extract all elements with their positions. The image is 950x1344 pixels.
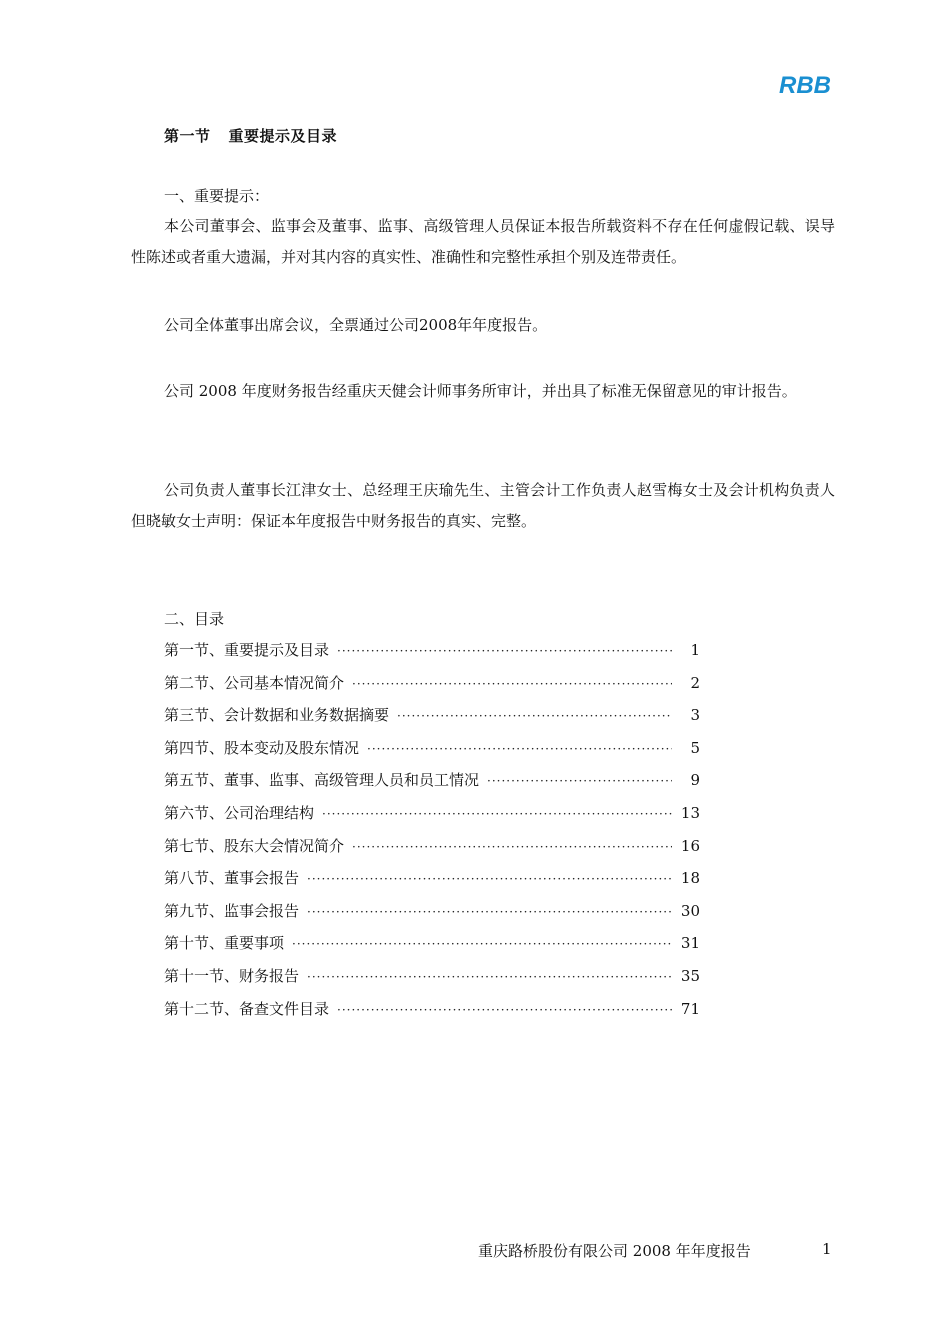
section-number: 第一节 (164, 127, 211, 145)
toc-item-label: 第五节、董事、监事、高级管理人员和员工情况 (164, 771, 480, 790)
toc-item-page: 16 (680, 836, 700, 855)
toc-item-label: 第二节、公司基本情况简介 (164, 673, 345, 692)
toc-item[interactable] (164, 639, 700, 672)
toc-leader-dots (397, 709, 672, 723)
toc-item-page: 2 (690, 673, 700, 692)
toc-heading: 二、目录 (164, 610, 225, 628)
toc-item[interactable] (164, 704, 700, 737)
toc-item-label: 第十一节、财务报告 (164, 966, 300, 985)
toc-leader-dots (292, 937, 672, 951)
toc-leader-dots (307, 905, 672, 919)
toc-item[interactable] (164, 900, 700, 933)
notice-paragraph: 公司 2008 年度财务报告经重庆天健会计师事务所审计，并出具了标准无保留意见的审计报告。 (164, 382, 797, 400)
toc-item-label: 第十二节、备查文件目录 (164, 999, 330, 1018)
toc-item-page: 1 (690, 641, 700, 659)
toc-item-page: 9 (690, 771, 700, 790)
footer-page-number: 1 (822, 1240, 832, 1258)
toc-item[interactable] (164, 802, 700, 835)
toc-item-label: 第六节、公司治理结构 (164, 803, 315, 822)
toc-item[interactable] (164, 835, 700, 868)
toc-item-label: 第七节、股东大会情况简介 (164, 836, 345, 855)
toc-leader-dots (367, 742, 672, 756)
toc-item[interactable] (164, 769, 700, 802)
toc-leader-dots (352, 677, 672, 691)
toc-item[interactable] (164, 737, 700, 770)
toc-leader-dots (352, 840, 672, 854)
toc-item-label: 第四节、股本变动及股东情况 (164, 738, 360, 757)
toc-item-page: 71 (680, 999, 700, 1018)
notice-paragraph: 本公司董事会、监事会及董事、监事、高级管理人员保证本报告所载资料不存在任何虚假记载、误导性陈述或者重大遗漏，并对其内容的真实性、准确性和完整性承担个别及连带责任。 (131, 217, 835, 266)
toc-leader-dots (487, 774, 672, 788)
notice-paragraph: 公司全体董事出席会议，全票通过公司2008年年度报告。 (164, 316, 548, 334)
toc-leader-dots (307, 872, 672, 886)
toc-item-page: 5 (690, 738, 700, 757)
company-logo (778, 70, 832, 98)
toc-leader-dots (337, 1003, 672, 1017)
toc-item-page: 31 (680, 934, 700, 953)
section-title (164, 125, 337, 146)
toc-item-label: 第九节、监事会报告 (164, 901, 300, 920)
toc-item-page: 13 (680, 803, 700, 822)
toc-item-page: 3 (690, 706, 700, 725)
toc-item[interactable] (164, 965, 700, 998)
toc-leader-dots (307, 970, 672, 984)
toc-item-label: 第一节、重要提示及目录 (164, 641, 330, 659)
table-of-contents (164, 639, 700, 1030)
toc-item[interactable] (164, 998, 700, 1031)
notice-paragraph: 公司负责人董事长江津女士、总经理王庆瑜先生、主管会计工作负责人赵雪梅女士及会计机构负责人但晓敏女士声明：保证本年度报告中财务报告的真实、完整。 (131, 481, 835, 530)
toc-item[interactable] (164, 672, 700, 705)
toc-item-label: 第三节、会计数据和业务数据摘要 (164, 706, 390, 725)
toc-item-label: 第十节、重要事项 (164, 934, 285, 953)
toc-leader-dots (322, 807, 672, 821)
footer-text: 重庆路桥股份有限公司 2008 年年度报告 (478, 1242, 751, 1260)
toc-item-page: 30 (680, 901, 700, 920)
toc-item-label: 第八节、董事会报告 (164, 869, 300, 888)
toc-item[interactable] (164, 867, 700, 900)
notice-heading: 一、重要提示： (164, 187, 270, 205)
toc-item-page: 18 (680, 869, 700, 888)
toc-item[interactable] (164, 932, 700, 965)
toc-leader-dots (337, 644, 672, 658)
section-title-text: 重要提示及目录 (228, 127, 338, 145)
toc-item-page: 35 (680, 966, 700, 985)
company-logo-text: RBB (779, 72, 831, 98)
